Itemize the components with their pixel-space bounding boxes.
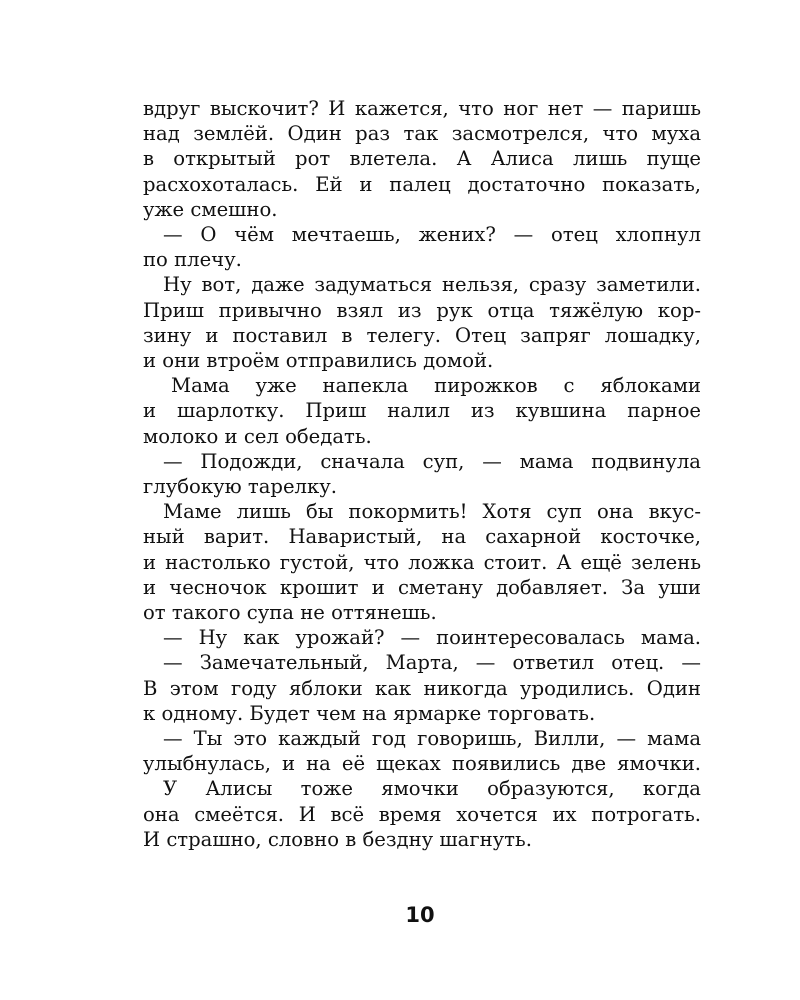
text-line: В этом году яблоки как никогда уродились. Один bbox=[143, 676, 701, 700]
text-line: У Алисы тоже ямочки образуются, когда bbox=[163, 777, 701, 801]
text-line: к одному. Будет чем на ярмарке торговать. bbox=[143, 701, 596, 725]
text-line: — Ты это каждый год говоришь, Вилли, — мама bbox=[163, 727, 701, 751]
text-line: и шарлотку. Приш налил из кувшина парное bbox=[143, 399, 701, 423]
text-line: от такого супа не оттянешь. bbox=[143, 601, 437, 625]
text-line: улыбнулась, и на её щеках появились две ямочки. bbox=[143, 752, 701, 776]
text-line: — Ну как урожай? — поинтересовалась мама. bbox=[163, 626, 701, 650]
text-line: по плечу. bbox=[143, 248, 242, 272]
text-line: зину и поставил в телегу. Отец запряг лошадку, bbox=[143, 323, 701, 347]
text-line: — Замечательный, Марта, — ответил отец. — bbox=[163, 651, 701, 675]
text-line: в открытый рот влетела. А Алиса лишь пуще bbox=[143, 147, 701, 171]
text-line: молоко и сел обедать. bbox=[143, 424, 372, 448]
text-line: ный варит. Наваристый, на сахарной косточке, bbox=[143, 525, 701, 549]
text-line: над землёй. Один раз так засмотрелся, что муха bbox=[143, 122, 701, 146]
text-line: Маме лишь бы покормить! Хотя суп она вкус- bbox=[163, 500, 701, 524]
text-line: И страшно, словно в бездну шагнуть. bbox=[143, 827, 532, 851]
page-body-text bbox=[143, 96, 701, 852]
text-line: Мама уже напекла пирожков с яблоками bbox=[171, 374, 701, 398]
page-number: 10 bbox=[405, 903, 435, 927]
text-line: расхохоталась. Ей и палец достаточно показать, bbox=[143, 172, 701, 196]
text-line: и настолько густой, что ложка стоит. А ещё зелень bbox=[143, 550, 701, 574]
text-line: Приш привычно взял из рук отца тяжёлую кор- bbox=[143, 298, 701, 322]
text-line: — Подожди, сначала суп, — мама подвинула bbox=[163, 449, 701, 473]
text-line: глубокую тарелку. bbox=[143, 475, 338, 499]
text-line: уже смешно. bbox=[143, 197, 278, 221]
text-line: — О чём мечтаешь, жених? — отец хлопнул bbox=[163, 223, 701, 247]
text-line: Ну вот, даже задуматься нельзя, сразу заметили. bbox=[163, 273, 701, 297]
text-line: и они втроём отправились домой. bbox=[143, 349, 494, 373]
text-line: и чесночок крошит и сметану добавляет. За уши bbox=[143, 575, 701, 599]
text-line: она смеётся. И всё время хочется их потрогать. bbox=[143, 802, 701, 826]
text-line: вдруг выскочит? И кажется, что ног нет — паришь bbox=[143, 97, 701, 120]
